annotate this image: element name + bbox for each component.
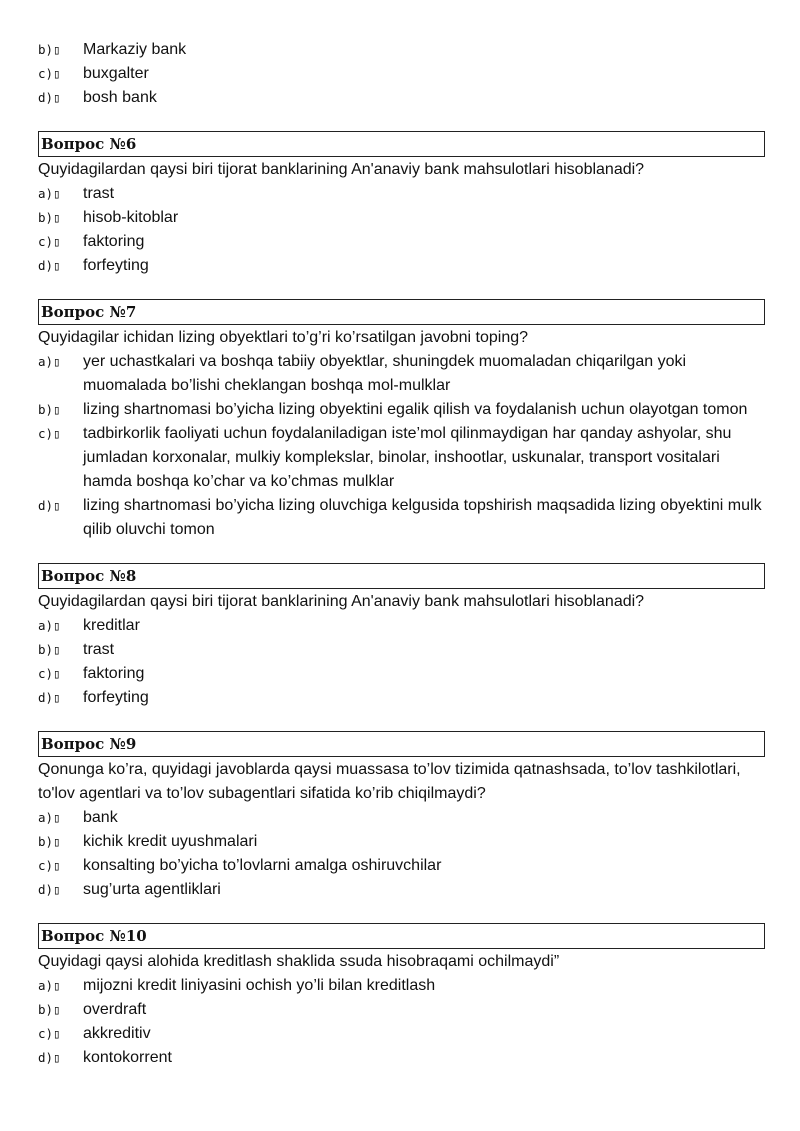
answer-option[interactable] [38,62,765,86]
answer-option[interactable] [38,1022,765,1046]
option-letter: d)▯ [38,498,61,513]
answer-option[interactable] [38,638,765,662]
option-text: forfeyting [83,689,149,706]
answer-option[interactable] [38,662,765,686]
question-text: Qonunga ko’ra, quyidagi javoblarda qaysi muassasa to’lov tizimida qatnashsada, to’lov tashkilotlari, to'lov agentlari va to’lov subagentlari sifatida ko’rib chiqilmaydi? [38,761,741,802]
answer-option[interactable] [38,854,765,878]
option-text: bosh bank [83,89,157,106]
option-text: tadbirkorlik faoliyati uchun foydalaniladigan iste’mol qilinmaydigan har qanday ashyolar, shu jumladan korxonalar, mulkiy komplekslar, binolar, inshootlar, uskunalar, transport vositalari hamda boshqa ko’char va ko’chmas mulklar [83,425,732,490]
answer-option[interactable] [38,1046,765,1070]
answer-option[interactable] [38,686,765,710]
option-letter: c)▯ [38,66,61,81]
answer-option[interactable] [38,398,765,422]
answer-option[interactable] [38,422,765,494]
question-header: Вопрос №8 [38,563,765,589]
option-text: overdraft [83,1001,147,1018]
option-letter: d)▯ [38,258,61,273]
option-letter: b)▯ [38,1002,61,1017]
option-letter: a)▯ [38,354,61,369]
answer-option[interactable] [38,974,765,998]
answer-option[interactable] [38,998,765,1022]
option-text: trast [83,185,115,202]
option-text: hisob-kitoblar [83,209,179,226]
answer-option[interactable] [38,206,765,230]
option-letter: b)▯ [38,210,61,225]
option-letter: d)▯ [38,90,61,105]
option-letter: a)▯ [38,618,61,633]
option-letter: d)▯ [38,1050,61,1065]
option-text: kreditlar [83,617,140,634]
option-text: kichik kredit uyushmalari [83,833,258,850]
question-7 [38,299,765,542]
question-6 [38,131,765,278]
option-letter: b)▯ [38,42,61,57]
option-text: sug’urta agentliklari [83,881,221,898]
quiz-page [38,38,765,1070]
question-text: Quyidagi qaysi alohida kreditlash shaklida ssuda hisobraqami ochilmaydi” [38,953,560,970]
option-text: yer uchastkalari va boshqa tabiiy obyektlar, shuningdek muomaladan chiqarilgan yoki muomalada bo’lishi cheklangan boshqa mol-mulklar [83,353,687,394]
question-header: Вопрос №10 [38,923,765,949]
option-letter: c)▯ [38,234,61,249]
option-letter: b)▯ [38,834,61,849]
answer-option[interactable] [38,38,765,62]
option-text: buxgalter [83,65,149,82]
option-text: forfeyting [83,257,149,274]
option-letter: d)▯ [38,690,61,705]
answer-option[interactable] [38,86,765,110]
question-text: Quyidagilar ichidan lizing obyektlari to’g’ri ko’rsatilgan javobni toping? [38,329,529,346]
option-letter: c)▯ [38,426,61,441]
question-text: Quyidagilardan qaysi biri tijorat banklarining An'anaviy bank mahsulotlari hisoblanadi? [38,593,645,610]
option-letter: a)▯ [38,978,61,993]
answer-option[interactable] [38,806,765,830]
option-text: faktoring [83,665,145,682]
option-text: akkreditiv [83,1025,151,1042]
question-text: Quyidagilardan qaysi biri tijorat banklarining An'anaviy bank mahsulotlari hisoblanadi? [38,161,645,178]
answer-option[interactable] [38,230,765,254]
question-header: Вопрос №7 [38,299,765,325]
answer-option[interactable] [38,182,765,206]
question-header: Вопрос №6 [38,131,765,157]
option-letter: a)▯ [38,186,61,201]
option-text: Markaziy bank [83,41,187,58]
answer-option[interactable] [38,254,765,278]
option-letter: b)▯ [38,402,61,417]
option-letter: d)▯ [38,882,61,897]
option-letter: b)▯ [38,642,61,657]
option-text: kontokorrent [83,1049,172,1066]
option-letter: a)▯ [38,810,61,825]
option-letter: c)▯ [38,1026,61,1041]
answer-option[interactable] [38,878,765,902]
option-letter: c)▯ [38,858,61,873]
question-10 [38,923,765,1070]
question-header: Вопрос №9 [38,731,765,757]
question-9 [38,731,765,902]
option-letter: c)▯ [38,666,61,681]
option-text: konsalting bo’yicha to’lovlarni amalga oshiruvchilar [83,857,442,874]
continued-options [38,38,765,110]
option-text: mijozni kredit liniyasini ochish yo’li bilan kreditlash [83,977,436,994]
answer-option[interactable] [38,494,765,542]
option-text: bank [83,809,118,826]
option-text: lizing shartnomasi bo’yicha lizing obyektini egalik qilish va foydalanish uchun olayotgan tomon [83,401,748,418]
question-8 [38,563,765,710]
option-text: trast [83,641,115,658]
option-text: faktoring [83,233,145,250]
answer-option[interactable] [38,614,765,638]
answer-option[interactable] [38,830,765,854]
option-text: lizing shartnomasi bo’yicha lizing oluvchiga kelgusida topshirish maqsadida lizing obyektini mulk qilib oluvchi tomon [83,497,762,538]
answer-option[interactable] [38,350,765,398]
